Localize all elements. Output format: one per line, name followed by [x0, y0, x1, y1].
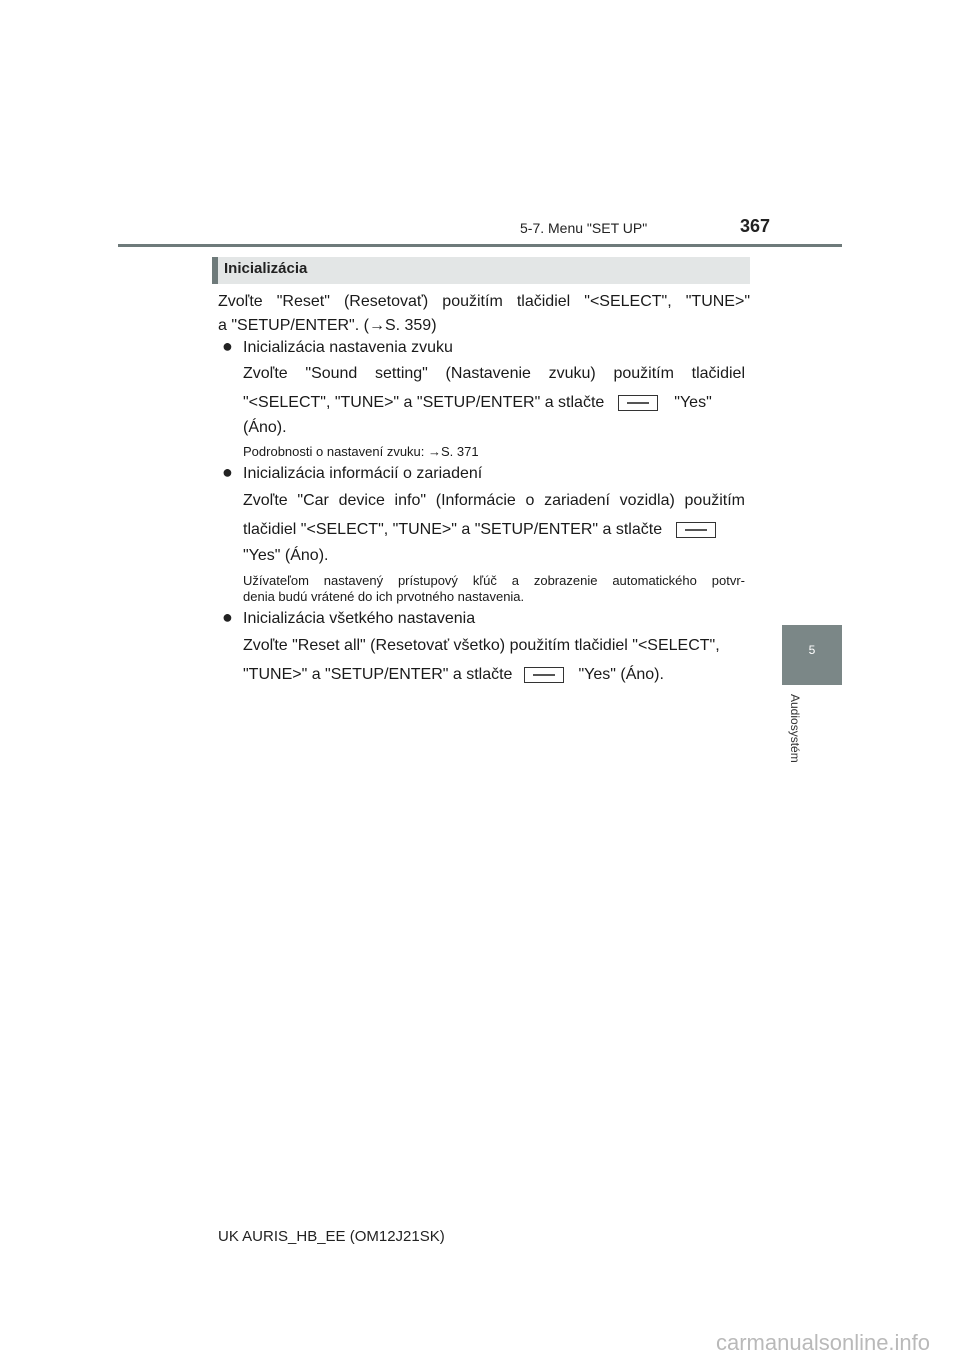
header-rule	[118, 244, 842, 247]
item-instruction: Zvoľte "Sound setting" (Nastavenie zvuku) použitím tlačidiel	[243, 365, 745, 382]
item-note: Podrobnosti o nastavení zvuku: →S. 371	[243, 444, 479, 459]
chapter-title	[788, 694, 804, 784]
bullet-icon: ●	[222, 607, 233, 627]
chapter-tab	[782, 625, 842, 685]
item-heading: Inicializácia informácií o zariadení	[243, 465, 483, 482]
item-instruction: Zvoľte "Car device info" (Informácie o zariadení vozidla) použitím	[243, 492, 745, 509]
chapter-title-text: Audiosystém	[788, 694, 802, 763]
section-heading-bar	[212, 257, 750, 284]
chapter-number: 5	[808, 643, 816, 657]
intro-line-1: Zvoľte "Reset" (Resetovať) použitím tlačidiel "<SELECT", "TUNE>"	[218, 293, 750, 310]
section-heading: Inicializácia	[224, 260, 308, 277]
item-instruction: Zvoľte "Reset all" (Resetovať všetko) použitím tlačidiel "<SELECT",	[243, 637, 720, 654]
page-number: 367	[740, 216, 771, 236]
item-instruction: "TUNE>" a "SETUP/ENTER" a stlačte "Yes" (Áno).	[243, 666, 664, 683]
section-label: 5-7. Menu "SET UP"	[520, 220, 648, 236]
item-instruction: (Áno).	[243, 419, 287, 436]
item-instruction: "Yes" (Áno).	[243, 547, 329, 564]
section-heading-accent	[212, 257, 218, 284]
item-instruction: tlačidiel "<SELECT", "TUNE>" a "SETUP/ENTER" a stlačte	[243, 520, 724, 540]
intro-line-2: a "SETUP/ENTER". (→S. 359)	[218, 317, 437, 334]
bullet-icon: ●	[222, 336, 233, 356]
dial-button-icon	[524, 667, 564, 683]
item-note: Užívateľom nastavený prístupový kľúč a zobrazenie automatického potvr-	[243, 573, 745, 588]
item-instruction: "<SELECT", "TUNE>" a "SETUP/ENTER" a stlačte "Yes"	[243, 394, 712, 411]
watermark: carmanualsonline.info	[716, 1330, 931, 1355]
item-note: denia budú vrátené do ich prvotného nastavenia.	[243, 589, 525, 604]
dial-button-icon	[676, 522, 716, 538]
item-heading: Inicializácia nastavenia zvuku	[243, 339, 453, 356]
footer-code: UK AURIS_HB_EE (OM12J21SK)	[218, 1228, 445, 1245]
item-heading: Inicializácia všetkého nastavenia	[243, 610, 476, 627]
bullet-icon: ●	[222, 462, 233, 482]
dial-button-icon	[618, 395, 658, 411]
